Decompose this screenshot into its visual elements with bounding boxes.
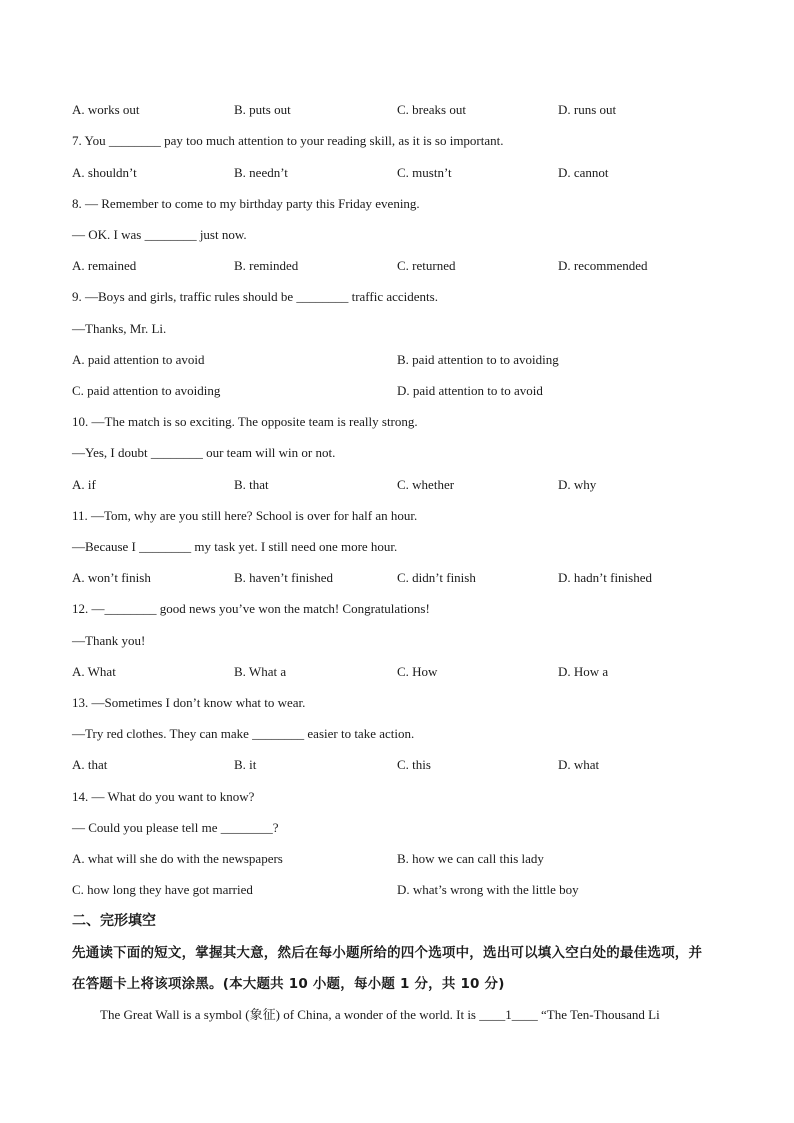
option-a: A. won’t finish — [72, 570, 151, 585]
option-d: D. hadn’t finished — [558, 570, 652, 585]
option-c: C. how long they have got married — [72, 882, 253, 897]
option-c: C. this — [397, 757, 431, 772]
option-c: C. breaks out — [397, 102, 466, 117]
option-d: D. runs out — [558, 102, 617, 117]
section-title: 二、完形填空 — [72, 913, 156, 929]
q12-stem: 12. —________ good news you’ve won the match! Congratulations! — [72, 601, 430, 616]
option-c: C. didn’t finish — [397, 570, 476, 585]
q7-stem: 7. You ________ pay too much attention to your reading skill, as it is so important. — [72, 133, 504, 148]
option-a: A. if — [72, 477, 96, 492]
q9-options-row2 — [72, 383, 732, 399]
option-a: A. that — [72, 757, 108, 772]
q11-reply: —Because I ________ my task yet. I still need one more hour. — [72, 539, 398, 554]
q12-reply: —Thank you! — [72, 633, 146, 648]
option-b: B. it — [234, 757, 257, 772]
passage-line: The Great Wall is a symbol (象征) of China, a wonder of the world. It is ____1____ “The Ten-Thousand Li — [100, 1007, 660, 1022]
option-d: D. why — [558, 477, 597, 492]
option-c: C. paid attention to avoiding — [72, 383, 221, 398]
q13-options — [72, 757, 732, 773]
q6-options — [72, 102, 732, 118]
q7-options — [72, 165, 732, 181]
option-c: C. returned — [397, 258, 456, 273]
q9-reply: —Thanks, Mr. Li. — [72, 321, 167, 336]
q11-options — [72, 570, 732, 586]
q9-options-row1 — [72, 352, 732, 368]
q8-reply: — OK. I was ________ just now. — [72, 227, 247, 242]
option-d: D. cannot — [558, 165, 609, 180]
option-a: A. remained — [72, 258, 137, 273]
option-a: A. works out — [72, 102, 140, 117]
option-d: D. recommended — [558, 258, 648, 273]
q10-stem: 10. —The match is so exciting. The opposite team is really strong. — [72, 414, 418, 429]
option-a: A. What — [72, 664, 116, 679]
q8-options — [72, 258, 732, 274]
option-d: D. How a — [558, 664, 609, 679]
section-instruction-line1: 先通读下面的短文，掌握其大意，然后在每小题所给的四个选项中，选出可以填入空白处的最佳选项，并 — [72, 945, 703, 961]
q14-stem: 14. — What do you want to know? — [72, 789, 255, 804]
q11-stem: 11. —Tom, why are you still here? School is over for half an hour. — [72, 508, 418, 523]
option-b: B. paid attention to to avoiding — [397, 352, 559, 367]
option-b: B. What a — [234, 664, 287, 679]
option-c: C. mustn’t — [397, 165, 452, 180]
q14-reply: — Could you please tell me ________? — [72, 820, 279, 835]
option-a: A. paid attention to avoid — [72, 352, 205, 367]
q13-reply: —Try red clothes. They can make ________ easier to take action. — [72, 726, 415, 741]
option-b: B. that — [234, 477, 269, 492]
q8-stem: 8. — Remember to come to my birthday party this Friday evening. — [72, 196, 420, 211]
option-a: A. what will she do with the newspapers — [72, 851, 283, 866]
q14-options-row1 — [72, 851, 732, 867]
option-c: C. How — [397, 664, 438, 679]
option-b: B. needn’t — [234, 165, 288, 180]
section-instruction-line2: 在答题卡上将该项涂黑。(本大题共 10 小题，每小题 1 分，共 10 分) — [72, 976, 505, 992]
q12-options — [72, 664, 732, 680]
option-d: D. what — [558, 757, 600, 772]
q10-options — [72, 477, 732, 493]
option-d: D. paid attention to to avoid — [397, 383, 543, 398]
option-d: D. what’s wrong with the little boy — [397, 882, 579, 897]
option-c: C. whether — [397, 477, 455, 492]
option-b: B. how we can call this lady — [397, 851, 544, 866]
option-a: A. shouldn’t — [72, 165, 137, 180]
option-b: B. puts out — [234, 102, 291, 117]
q9-stem: 9. —Boys and girls, traffic rules should be ________ traffic accidents. — [72, 289, 438, 304]
q14-options-row2 — [72, 882, 732, 898]
option-b: B. haven’t finished — [234, 570, 334, 585]
q13-stem: 13. —Sometimes I don’t know what to wear. — [72, 695, 306, 710]
option-b: B. reminded — [234, 258, 299, 273]
q10-reply: —Yes, I doubt ________ our team will win or not. — [72, 445, 336, 460]
